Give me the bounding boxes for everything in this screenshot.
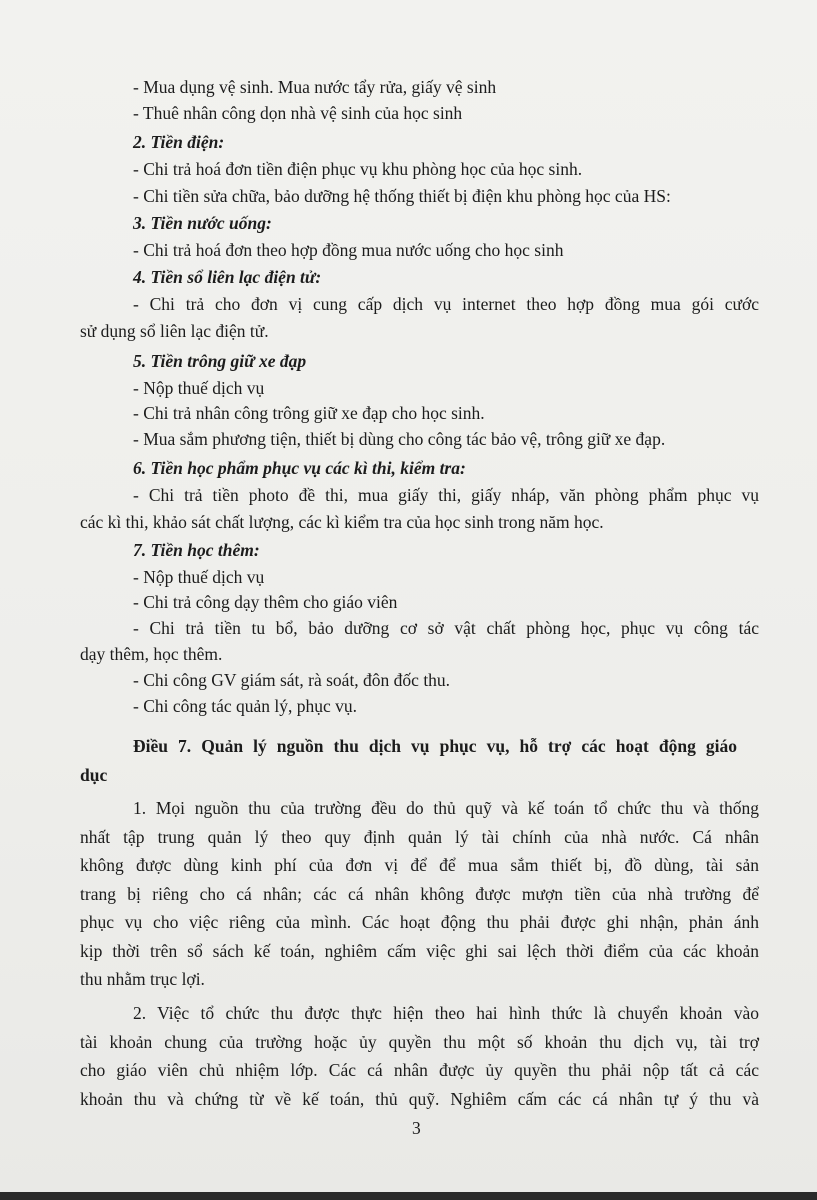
text-line: - Chi trả tiền tu bổ, bảo dưỡng cơ sở vật chất phòng học, phục vụ công tác [133,618,759,638]
section-heading: 4. Tiền sổ liên lạc điện tử: [133,267,322,287]
text-line: - Chi công GV giám sát, rà soát, đôn đốc thu. [133,670,451,690]
scan-edge [0,1192,817,1200]
text-line: - Chi trả nhân công trông giữ xe đạp cho học sinh. [133,403,485,423]
text-line: sử dụng sổ liên lạc điện tử. [80,321,269,341]
paragraph-line: 2. Việc tổ chức thu được thực hiện theo hai hình thức là chuyển khoản vào [133,1003,759,1023]
text-line: - Nộp thuế dịch vụ [133,567,265,587]
text-line: - Chi công tác quản lý, phục vụ. [133,696,358,716]
paragraph-line: cho giáo viên chủ nhiệm lớp. Các cá nhân được ủy quyền thu phải nộp tất cả các [80,1060,759,1080]
text-line: - Mua sắm phương tiện, thiết bị dùng cho công tác bảo vệ, trông giữ xe đạp. [133,429,666,449]
text-line: - Chi trả hoá đơn tiền điện phục vụ khu phòng học của học sinh. [133,159,583,179]
text-line: - Thuê nhân công dọn nhà vệ sinh của học sinh [133,103,463,123]
section-heading: 5. Tiền trông giữ xe đạp [133,351,307,371]
section-heading: 6. Tiền học phẩm phục vụ các kì thi, kiểm tra: [133,458,466,478]
paragraph-line: thu nhằm trục lợi. [80,969,205,989]
text-line: - Chi trả cho đơn vị cung cấp dịch vụ internet theo hợp đồng mua gói cước [133,294,759,314]
paragraph-line: khoản thu và chứng từ về kế toán, thủ quỹ. Nghiêm cấm các cá nhân tự ý thu và [80,1089,759,1109]
paragraph-line: tài khoản chung của trường hoặc ủy quyền thu một số khoản thu dịch vụ, tài trợ [80,1032,759,1052]
section-heading: 7. Tiền học thêm: [133,540,260,560]
text-line: - Mua dụng vệ sinh. Mua nước tẩy rửa, giấy vệ sinh [133,77,497,97]
text-line: - Chi trả công dạy thêm cho giáo viên [133,592,398,612]
section-heading: 2. Tiền điện: [133,132,225,152]
article-heading: Điều 7. Quản lý nguồn thu dịch vụ phục vụ, hỗ trợ các hoạt động giáo [133,736,737,756]
paragraph-line: 1. Mọi nguồn thu của trường đều do thủ quỹ và kế toán tổ chức thu và thống [133,798,759,818]
paragraph-line: không được dùng kinh phí của đơn vị để để mua sắm thiết bị, đồ dùng, tài sản [80,855,759,875]
text-line: dạy thêm, học thêm. [80,644,223,664]
text-line: - Chi tiền sửa chữa, bảo dưỡng hệ thống thiết bị điện khu phòng học của HS: [133,186,671,206]
paragraph-line: nhất tập trung quản lý theo quy định quản lý tài chính của nhà nước. Cá nhân [80,827,759,847]
paragraph-line: phục vụ cho việc riêng của mình. Các hoạt động thu phải được ghi nhận, phản ánh [80,912,759,932]
text-line: - Chi trả tiền photo đề thi, mua giấy thi, giấy nháp, văn phòng phẩm phục vụ [133,485,759,505]
paragraph-line: trang bị riêng cho cá nhân; các cá nhân không được mượn tiền của nhà trường để [80,884,759,904]
text-line: - Nộp thuế dịch vụ [133,378,265,398]
article-heading: dục [80,765,108,785]
page-number: 3 [412,1118,421,1138]
text-line: các kì thi, khảo sát chất lượng, các kì kiểm tra của học sinh trong năm học. [80,512,604,532]
section-heading: 3. Tiền nước uống: [133,213,272,233]
paragraph-line: kịp thời trên sổ sách kế toán, nghiêm cấm việc ghi sai lệch thời điểm của các khoản [80,941,759,961]
text-line: - Chi trả hoá đơn theo hợp đồng mua nước uống cho học sinh [133,240,564,260]
